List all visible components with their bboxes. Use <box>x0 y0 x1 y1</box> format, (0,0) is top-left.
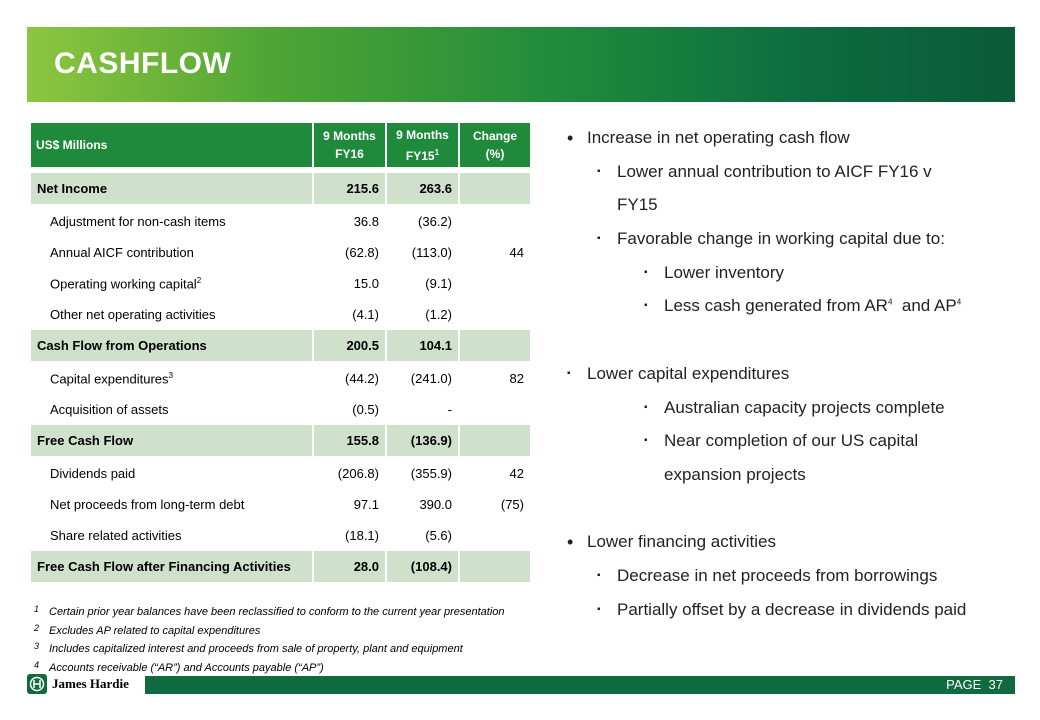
header-fy15: 9 Months $FY15^1$ <box>386 123 459 167</box>
footnote: 4 Accounts receivable (“AR”) and Accounts payable (“AP”) <box>34 659 324 674</box>
footnote: 1 Certain prior year balances have been reclassified to conform to the current year presentation <box>34 604 505 618</box>
header-fy16: 9 Months FY16 <box>313 123 386 167</box>
sub-sub-bullet-continuation: expansion projects <box>664 465 806 484</box>
footnote: 3 Includes capitalized interest and proceeds from sale of property, plant and equipment <box>34 641 463 655</box>
table-row: Dividends paid (206.8) (355.9) 42 <box>31 457 531 489</box>
sub-bullet-item: ▪ Favorable change in working capital due to: <box>597 229 945 248</box>
header-label: US$ Millions <box>31 123 313 167</box>
table-row-net-income: Net Income 215.6 263.6 <box>31 173 531 205</box>
sub-bullet-item: ▪ Partially offset by a decrease in dividends paid <box>597 600 967 619</box>
james-hardie-logo-icon <box>27 674 47 694</box>
page-title: CASHFLOW <box>54 47 232 80</box>
company-logo <box>27 673 129 695</box>
table-header-row <box>31 123 531 167</box>
sub-bullet-item: ▪ Lower annual contribution to AICF FY16 v <box>597 162 932 181</box>
cashflow-table <box>31 123 532 584</box>
sub-sub-bullet-item: ▪ Lower inventory <box>644 263 785 282</box>
header-change: Change (%) <box>459 123 531 167</box>
table-row: Net proceeds from long-term debt 97.1 390.0 (75) <box>31 489 531 520</box>
footnotes <box>34 602 505 676</box>
bullet-item: • Increase in net operating cash flow <box>567 128 850 148</box>
table-row: Adjustment for non-cash items 36.8 (36.2) <box>31 205 531 237</box>
footer-bar <box>145 676 1015 694</box>
sub-bullet-continuation: FY15 <box>617 195 658 214</box>
sub-sub-bullet-item: ▪ Less cash generated from $AR^4$ and $AP^4$ <box>644 296 962 315</box>
logo-text: James Hardie <box>52 676 129 691</box>
sub-bullet-item: ▪ Decrease in net proceeds from borrowings <box>597 566 938 585</box>
footnote: 2 Excludes AP related to capital expenditures <box>34 622 261 637</box>
table-row: Acquisition of assets (0.5) - <box>31 394 531 425</box>
table-row-cash-flow-operations: Cash Flow from Operations 200.5 104.1 <box>31 330 531 362</box>
table-row-fcf-after-financing: Free Cash Flow after Financing Activities 28.0 (108.4) <box>31 551 531 583</box>
bullet-item: ▪ Lower capital expenditures <box>567 364 790 383</box>
table-row: Annual AICF contribution (62.8) (113.0) 44 <box>31 237 531 268</box>
table-row: Share related activities (18.1) (5.6) <box>31 520 531 551</box>
table-row: Operating working capital$^2$ 15.0 (9.1) <box>31 268 531 299</box>
table-row: Capital expenditures$^3$ (44.2) (241.0) 82 <box>31 362 531 394</box>
bullet-item: • Lower financing activities <box>567 532 776 552</box>
page-number: PAGE 37 <box>946 677 1003 692</box>
table-row-free-cash-flow: Free Cash Flow 155.8 (136.9) <box>31 425 531 457</box>
sub-sub-bullet-item: ▪ Australian capacity projects complete <box>644 398 945 417</box>
table-row: Other net operating activities (4.1) (1.2) <box>31 299 531 330</box>
sub-sub-bullet-item: ▪ Near completion of our US capital <box>644 431 919 450</box>
title-banner <box>27 27 1015 102</box>
